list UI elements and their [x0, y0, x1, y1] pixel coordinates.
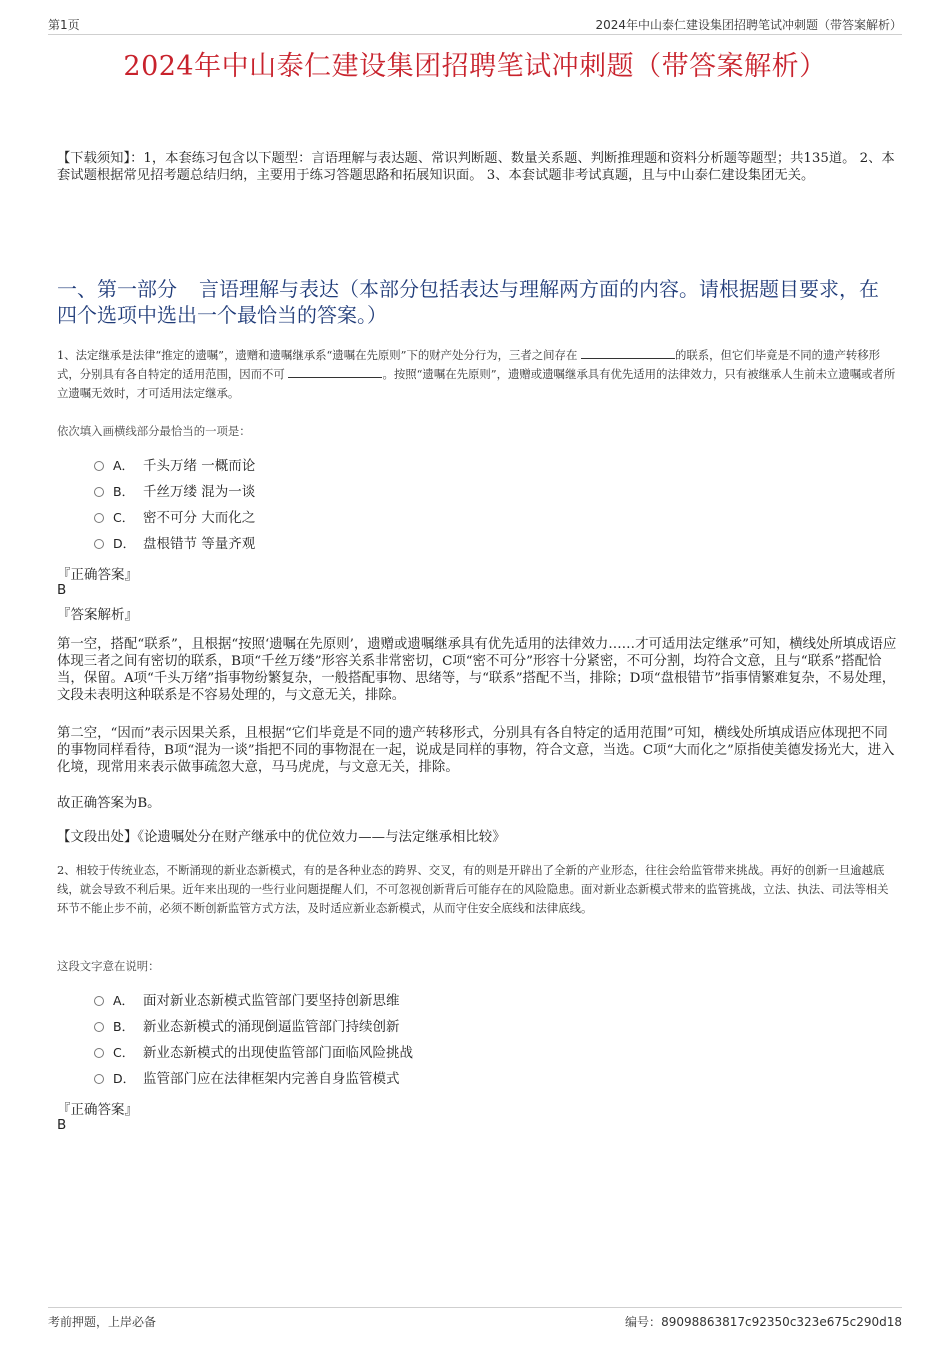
radio-icon[interactable] [94, 1048, 104, 1058]
blank-line [288, 365, 382, 378]
analysis-conclusion: 故正确答案为B。 [57, 796, 161, 811]
option-d[interactable]: D． 盘根错节 等量齐观 [94, 531, 255, 557]
footer-code: 编号：89098863817c92350c323e675c290d18 [625, 1315, 902, 1329]
analysis-paragraph-2: 第二空，“因而”表示因果关系，且根据“它们毕竟是不同的遗产转移形式，分别具有各自特定的适用范围”可知，横线处所填成语应体现把不同的事物同样看待，B项“混为一谈”指把不同的事物混在一起，说成是同样的事物，符合文意，当选。C项“大而化之”原指使美德发扬光大，进入化境，现常用来表示做事疏忽大意，马马虎虎，与文意无关，排除。 [57, 726, 895, 775]
download-notice: 【下载须知】：1，本套练习包含以下题型：言语理解与表达题、常识判断题、数量关系题、判断推理题和资料分析题等题型；共135道。 2、本套试题根据常见招考题总结归纳，主要用于练习答题思路和拓展知识面。 3、本套试题非考试真题，且与中山泰仁建设集团无关。 [57, 151, 895, 183]
option-c[interactable]: C． 新业态新模式的出现使监管部门面临风险挑战 [94, 1040, 413, 1066]
answer-value: B [57, 582, 67, 598]
header-doc-title: 2024年中山泰仁建设集团招聘笔试冲刺题（带答案解析） [595, 18, 902, 32]
answer-value: B [57, 1117, 67, 1133]
radio-icon[interactable] [94, 539, 104, 549]
radio-icon[interactable] [94, 487, 104, 497]
option-b[interactable]: B． 新业态新模式的涌现倒逼监管部门持续创新 [94, 1014, 413, 1040]
page-header [48, 14, 902, 35]
radio-icon[interactable] [94, 996, 104, 1006]
source-citation: 【文段出处】《论遗嘱处分在财产继承中的优位效力——与法定继承相比较》 [57, 830, 506, 845]
footer-slogan: 考前押题，上岸必备 [48, 1315, 157, 1329]
radio-icon[interactable] [94, 461, 104, 471]
question-2-text: 2、相较于传统业态，不断涌现的新业态新模式，有的是各种业态的跨界、交叉，有的则是开辟出了全新的产业形态，往往会给监管带来挑战。再好的创新一旦逾越底线，就会导致不利后果。近年来出现的一些行业问题提醒人们，不可忽视创新背后可能存在的风险隐患。面对新业态新模式带来的监管挑战，立法、执法、司法等相关环节不能止步不前，必须不断创新监管方式方法，及时适应新业态新模式，从而守住安全底线和法律底线。 [57, 863, 889, 915]
radio-icon[interactable] [94, 513, 104, 523]
question-1-prompt: 依次填入画横线部分最恰当的一项是： [57, 424, 251, 438]
radio-icon[interactable] [94, 1074, 104, 1084]
question-1-text: 1、法定继承是法律“推定的遗嘱”，遗赠和遗嘱继承系“遗嘱在先原则”下的财产处分行为，三者之间存在 的联系，但它们毕竟是不同的遗产转移形式，分别具有各自特定的适用范围，因而不可 。按照“遗嘱在先原则”，遗赠或遗嘱继承具有优先适用的法律效力，只有被继承人生前未立遗嘱或者所立遗嘱无效时，才可适用法定继承。 [57, 348, 896, 400]
answer-label: 『正确答案』 [57, 567, 138, 583]
option-a[interactable]: A． 面对新业态新模式监管部门要坚持创新思维 [94, 988, 413, 1014]
section-title [57, 276, 898, 328]
analysis-paragraph-1: 第一空，搭配“联系”，且根据“按照‘遗嘱在先原则’，遗赠或遗嘱继承具有优先适用的法律效力……才可适用法定继承”可知，横线处所填成语应体现三者之间有密切的联系，B项“千丝万缕”形容关系非常密切，C项“密不可分”形容十分紧密，不可分割，均符合文意，且与“联系”搭配恰当，保留。A项“千头万绪”指事物纷繁复杂，一般搭配事物、思绪等，与“联系”搭配不当，排除；D项“盘根错节”指事情繁难复杂，不易处理，文段未表明这种联系是不容易处理的，与文意无关，排除。 [57, 637, 897, 703]
question-2-options [94, 988, 413, 1092]
page-number: 第1页 [48, 18, 80, 32]
option-a[interactable]: A． 千头万绪 一概而论 [94, 453, 255, 479]
document-title: 2024年中山泰仁建设集团招聘笔试冲刺题（带答案解析） [123, 51, 827, 82]
option-c[interactable]: C． 密不可分 大而化之 [94, 505, 255, 531]
question-2-prompt: 这段文字意在说明： [57, 959, 160, 973]
question-1-options [94, 453, 255, 557]
section-title-rest: 言语理解与表达（本部分包括表达与理解两方面的内容。请根据题目要求，在四个选项中选出一个最恰当的答案。） [57, 277, 879, 327]
section-title-main: 一、第一部分 [57, 277, 177, 301]
option-d[interactable]: D． 监管部门应在法律框架内完善自身监管模式 [94, 1066, 413, 1092]
page-footer [48, 1307, 902, 1328]
answer-label: 『正确答案』 [57, 1102, 138, 1118]
analysis-label: 『答案解析』 [57, 607, 138, 623]
blank-line [581, 346, 675, 359]
option-b[interactable]: B． 千丝万缕 混为一谈 [94, 479, 255, 505]
radio-icon[interactable] [94, 1022, 104, 1032]
